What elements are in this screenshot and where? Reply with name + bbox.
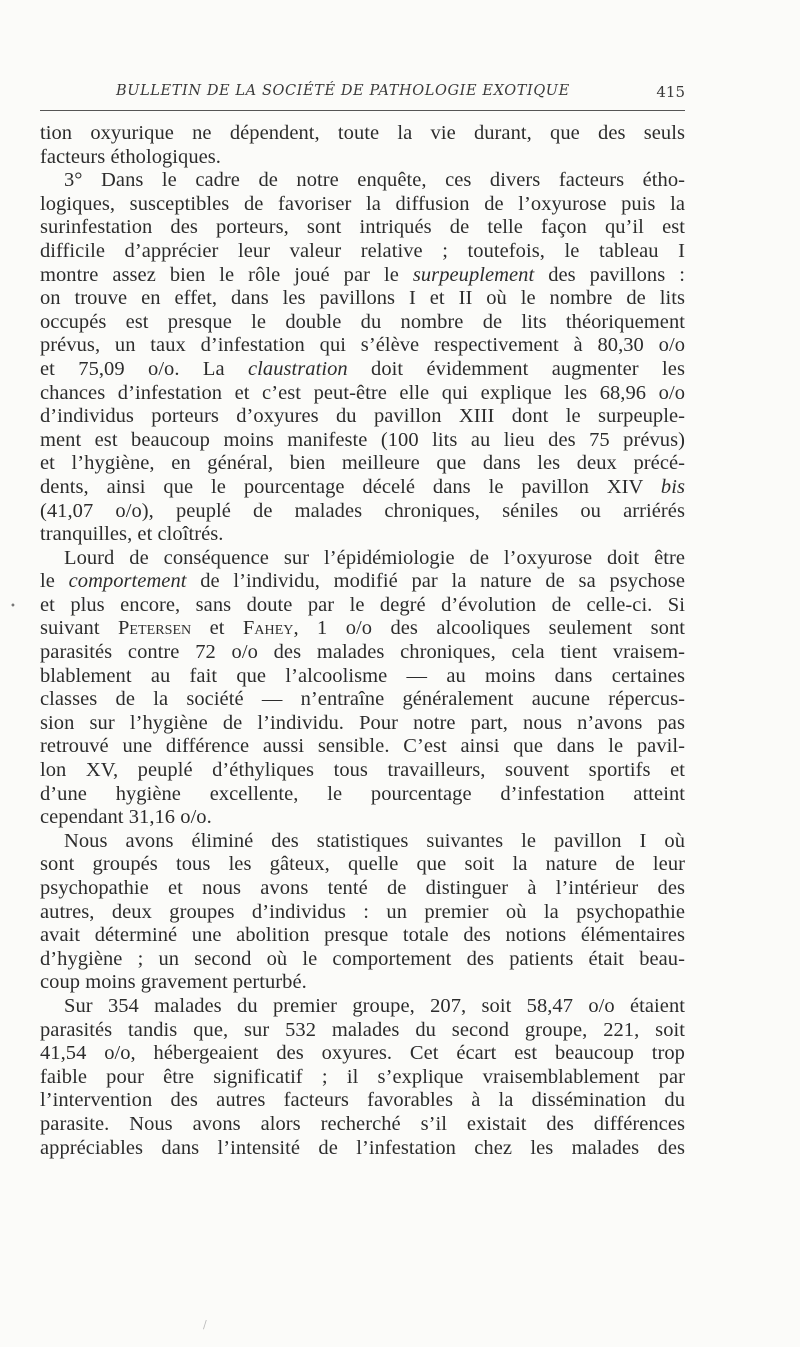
- page-number: 415: [656, 83, 685, 101]
- text-line: parasite. Nous avons alors recherché s’il existait des différences: [40, 1112, 685, 1135]
- text-line: et plus encore, sans doute par le degré d’évolution de celle-ci. Si: [40, 593, 685, 616]
- text-line: appréciables dans l’intensité de l’infestation chez les malades des: [40, 1136, 685, 1159]
- text-line: tranquilles, et cloîtrés.: [40, 523, 224, 546]
- journal-title: BULLETIN DE LA SOCIÉTÉ DE PATHOLOGIE EXOTIQUE: [116, 83, 570, 99]
- text-line: parasités contre 72 o/o des malades chroniques, cela tient vraisem-: [40, 641, 685, 664]
- text-line: suivant Petersen et Fahey, 1 o/o des alcooliques seulement sont: [40, 617, 685, 640]
- text-line: parasités tandis que, sur 532 malades du second groupe, 221, soit: [40, 1018, 685, 1041]
- text-line: tion oxyurique ne dépendent, toute la vie durant, que des seuls: [40, 122, 685, 144]
- text-line: 3° Dans le cadre de notre enquête, ces divers facteurs étho-: [64, 169, 685, 192]
- header-rule: [40, 110, 685, 111]
- text-line: faible pour être significatif ; il s’explique vraisemblablement par: [40, 1065, 685, 1088]
- text-line: et 75,09 o/o. La claustration doit évidemment augmenter les: [40, 357, 685, 380]
- text-line: autres, deux groupes d’individus : un premier où la psychopathie: [40, 900, 685, 923]
- text-line: cependant 31,16 o/o.: [40, 806, 212, 829]
- text-line: chances d’infestation et c’est peut-être elle qui explique les 68,96 o/o: [40, 381, 685, 404]
- text-line: l’intervention des autres facteurs favorables à la dissémination du: [40, 1089, 685, 1112]
- author-name: Fahey: [242, 617, 294, 640]
- page-scratch-mark: /: [203, 1318, 207, 1331]
- text-line: d’une hygiène excellente, le pourcentage d’infestation atteint: [40, 782, 685, 805]
- text-line: (41,07 o/o), peuplé de malades chroniques, séniles ou arriérés: [40, 499, 685, 522]
- text-line: sont groupés tous les gâteux, quelle que soit la nature de leur: [40, 853, 685, 876]
- text-line: le comportement de l’individu, modifié par la nature de sa psychose: [40, 570, 685, 593]
- text-line: Lourd de conséquence sur l’épidémiologie de l’oxyurose doit être: [64, 546, 685, 569]
- text-line: blablement au fait que l’alcoolisme — au moins dans certaines: [40, 664, 685, 687]
- text-line: ment est beaucoup moins manifeste (100 lits au lieu des 75 prévus): [40, 428, 685, 451]
- emphasis-term: comportement: [68, 570, 187, 593]
- text-line: occupés est presque le double du nombre de lits théoriquement: [40, 310, 685, 333]
- text-line: sion sur l’hygiène de l’individu. Pour notre part, nous n’avons pas: [40, 711, 685, 734]
- text-line: dents, ainsi que le pourcentage décelé dans le pavillon XIV bis: [40, 475, 685, 498]
- emphasis-term: bis: [660, 475, 685, 498]
- emphasis-term: claustration: [248, 357, 348, 380]
- text-line: Sur 354 malades du premier groupe, 207, soit 58,47 o/o étaient: [64, 994, 685, 1017]
- text-line: Nous avons éliminé des statistiques suivantes le pavillon I où: [64, 829, 685, 852]
- text-line: psychopathie et nous avons tenté de distinguer à l’intérieur des: [40, 877, 685, 899]
- margin-mark: •: [10, 601, 16, 612]
- text-line: classes de la société — n’entraîne généralement aucune répercus-: [40, 688, 685, 711]
- text-line: coup moins gravement perturbé.: [40, 971, 307, 994]
- text-line: surinfestation des porteurs, sont intriqués de telle façon qu’il est: [40, 216, 685, 239]
- text-line: logiques, susceptibles de favoriser la diffusion de l’oxyurose puis la: [40, 192, 685, 215]
- text-line: difficile d’apprécier leur valeur relative ; toutefois, le tableau I: [40, 239, 685, 262]
- text-line: on trouve en effet, dans les pavillons I et II où le nombre de lits: [40, 287, 685, 310]
- running-header: [40, 83, 685, 109]
- author-name: Petersen: [117, 617, 192, 640]
- text-line: montre assez bien le rôle joué par le surpeuplement des pavillons :: [40, 263, 685, 286]
- text-line: retrouvé une différence aussi sensible. C’est ainsi que dans le pavil-: [40, 735, 685, 758]
- text-line: prévus, un taux d’infestation qui s’élève respectivement à 80,30 o/o: [40, 334, 685, 357]
- text-line: d’individus porteurs d’oxyures du pavillon XIII dont le surpeuple-: [40, 405, 685, 428]
- text-line: facteurs éthologiques.: [40, 145, 221, 168]
- text-line: 41,54 o/o, hébergeaient des oxyures. Cet écart est beaucoup trop: [40, 1042, 685, 1065]
- text-line: d’hygiène ; un second où le comportement des patients était beau-: [40, 947, 685, 970]
- text-line: et l’hygiène, en général, bien meilleure que dans les deux précé-: [40, 452, 685, 475]
- emphasis-term: surpeuplement: [412, 263, 535, 286]
- text-line: lon XV, peuplé d’éthyliques tous travailleurs, souvent sportifs et: [40, 759, 685, 782]
- text-line: avait déterminé une abolition presque totale des notions élémentaires: [40, 924, 685, 947]
- body-text: [40, 122, 685, 1160]
